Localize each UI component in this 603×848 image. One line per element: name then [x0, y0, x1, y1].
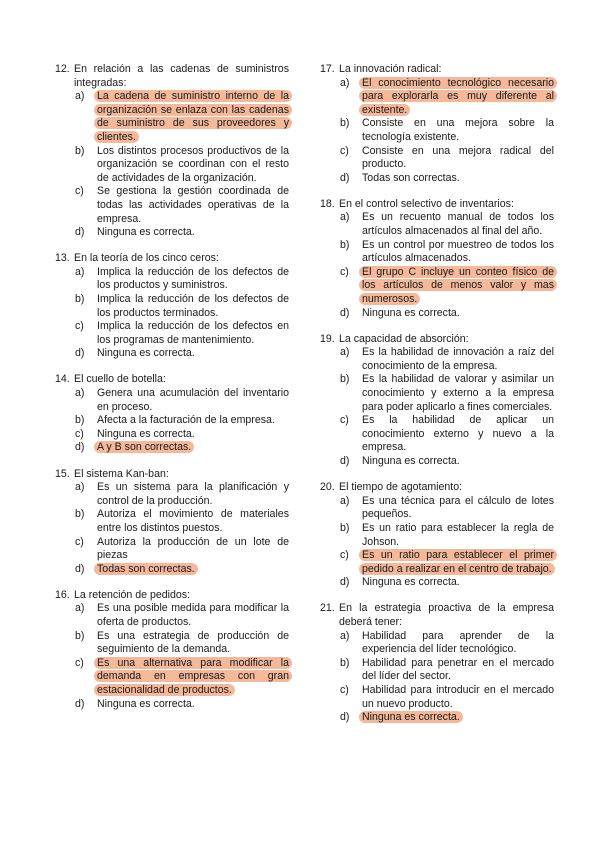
option-text-wrap [362, 145, 554, 172]
question-number: 15. [55, 467, 70, 480]
question-text: En el control selectivo de inventarios: [339, 197, 514, 210]
answer-option [75, 347, 289, 361]
option-text-wrap [362, 211, 554, 238]
answer-option-highlighted [75, 90, 289, 144]
option-text-wrap [362, 630, 554, 657]
option-text-wrap [362, 657, 554, 684]
question-block [320, 63, 554, 185]
option-label: b) [75, 293, 85, 305]
option-label: b) [75, 508, 85, 521]
question-text: En relación a las cadenas de suministros integradas: [74, 63, 289, 89]
option-text-wrap [97, 630, 289, 657]
highlighted-answer: La cadena de suministro interno de la organización se enlaza con las cadenas de suministro de sus proveedores y clientes. [94, 90, 292, 143]
question-block [55, 589, 289, 711]
option-text: Genera una acumulación del inventario en proceso. [97, 387, 289, 413]
option-text-wrap [97, 508, 289, 535]
answer-option [340, 495, 554, 522]
option-label: d) [75, 697, 85, 710]
option-text: Se gestiona la gestión coordinada de todas las actividades operativas de la empresa. [97, 185, 289, 225]
option-text-wrap [362, 495, 554, 522]
answer-option [75, 387, 289, 414]
answer-option [340, 117, 554, 144]
option-text: Autoriza la producción de un lote de piezas [97, 535, 289, 562]
option-text-wrap [97, 266, 289, 293]
option-text: Es la habilidad de aplicar un conocimiento externo y nuevo a la empresa. [362, 414, 554, 454]
answer-option [340, 684, 554, 711]
option-label: c) [340, 683, 349, 696]
option-text: Implica la reducción de los defectos en los programas de mantenimiento. [97, 320, 289, 346]
option-text-wrap [97, 428, 289, 442]
option-text: Ninguna es correcta. [97, 347, 195, 360]
option-label: d) [340, 306, 350, 319]
option-text: Ninguna es correcta. [97, 226, 195, 239]
question-stem [55, 468, 289, 482]
highlighted-answer: A y B son correctas. [94, 441, 194, 453]
question-block [55, 252, 289, 361]
option-text-wrap [362, 307, 554, 321]
question-block [55, 63, 289, 240]
option-label: a) [340, 629, 350, 642]
question-text: El cuello de botella: [74, 373, 166, 386]
option-text: Es una posible medida para modificar la oferta de productos. [97, 602, 289, 628]
option-text-wrap [362, 549, 554, 576]
option-text-wrap [97, 293, 289, 320]
option-text: Habilidad para introducir en el mercado un nuevo producto. [362, 683, 554, 710]
option-text-wrap [362, 117, 554, 144]
option-text-wrap [97, 320, 289, 347]
answer-option [75, 508, 289, 535]
option-label: d) [75, 347, 85, 360]
option-text-wrap [97, 145, 289, 186]
option-label: d) [340, 576, 350, 589]
option-text: Es un ratio para establecer la regla de Johson. [362, 521, 554, 548]
answer-option [340, 522, 554, 549]
answer-option [75, 630, 289, 657]
answer-option [340, 373, 554, 414]
option-label: c) [75, 320, 84, 333]
option-text-wrap [97, 387, 289, 414]
question-text: El tiempo de agotamiento: [339, 481, 463, 494]
answer-option [75, 226, 289, 240]
option-label: d) [340, 455, 350, 468]
option-text-wrap [97, 698, 289, 712]
answer-option [75, 602, 289, 629]
option-text: Implica la reducción de los defectos de los productos terminados. [97, 293, 289, 319]
option-text: Es un recuento manual de todos los artículos almacenados al final del año. [362, 211, 554, 238]
option-text-wrap [362, 684, 554, 711]
option-text: Ninguna es correcta. [97, 427, 195, 440]
option-text: Es la habilidad de innovación a raíz del conocimiento de la empresa. [362, 346, 554, 372]
question-text: El sistema Kan-ban: [74, 467, 169, 480]
question-stem [320, 63, 554, 77]
option-text: Afecta a la facturación de la empresa. [97, 414, 275, 427]
answer-option-highlighted [340, 711, 554, 725]
question-text: En la estrategia proactiva de la empresa deberá tener: [339, 602, 554, 628]
option-label: a) [340, 76, 350, 89]
answer-option [75, 428, 289, 442]
option-text: Habilidad para aprender de la experiencia del líder tecnológico. [362, 629, 554, 656]
option-text-wrap [97, 414, 289, 428]
option-text-wrap [97, 90, 289, 144]
option-label: c) [75, 535, 84, 548]
answer-option [75, 145, 289, 186]
option-label: d) [75, 441, 85, 454]
option-label: a) [340, 494, 350, 507]
question-stem [55, 63, 289, 90]
option-text: Implica la reducción de los defectos de los productos y suministros. [97, 265, 289, 292]
option-label: b) [340, 238, 350, 251]
question-number: 13. [55, 252, 70, 265]
option-label: b) [340, 373, 350, 386]
option-text-wrap [362, 266, 554, 307]
option-text-wrap [362, 239, 554, 266]
question-number: 19. [320, 332, 335, 345]
option-label: a) [75, 602, 85, 615]
question-block [320, 333, 554, 469]
answer-option [75, 293, 289, 320]
option-text: Ninguna es correcta. [362, 306, 460, 319]
answer-option [75, 481, 289, 508]
question-number: 16. [55, 588, 70, 601]
option-text-wrap [97, 347, 289, 361]
question-stem [55, 373, 289, 387]
option-text: Consiste en una mejora sobre la tecnología existente. [362, 117, 554, 143]
answer-option [340, 211, 554, 238]
answer-option [340, 307, 554, 321]
option-text-wrap [97, 536, 289, 563]
answer-option [75, 414, 289, 428]
highlighted-answer: Ninguna es correcta. [359, 711, 463, 723]
option-label: d) [75, 562, 85, 575]
option-text: Es una técnica para el cálculo de lotes pequeños. [362, 494, 554, 521]
highlighted-answer: El conocimiento tecnológico necesario para explorarla es muy diferente al existente. [359, 77, 557, 116]
option-label: c) [340, 414, 349, 427]
answer-option [340, 657, 554, 684]
answer-option [340, 414, 554, 455]
option-text-wrap [97, 563, 289, 577]
option-text: Es una estrategia de producción de seguimiento de la demanda. [97, 629, 289, 656]
answer-option-highlighted [75, 563, 289, 577]
option-label: c) [340, 549, 349, 562]
option-text: Es la habilidad de valorar y asimilar un conocimiento y externo a la empresa para poder aplicarlo a fines comerciales. [362, 373, 554, 413]
option-text: Ninguna es correcta. [97, 697, 195, 710]
option-text-wrap [362, 576, 554, 590]
option-text-wrap [362, 711, 554, 725]
option-text-wrap [97, 226, 289, 240]
option-label: d) [340, 171, 350, 184]
question-number: 20. [320, 481, 335, 494]
option-label: a) [340, 346, 350, 359]
question-stem [320, 198, 554, 212]
question-block [55, 468, 289, 577]
answer-option [340, 455, 554, 469]
option-text: Es un control por muestreo de todos los artículos almacenados. [362, 238, 554, 265]
option-text: Consiste en una mejora radical del producto. [362, 144, 554, 171]
question-stem [55, 252, 289, 266]
question-block [320, 198, 554, 320]
question-stem [320, 333, 554, 347]
question-text: En la teoría de los cinco ceros: [74, 252, 219, 265]
option-text: Ninguna es correcta. [362, 455, 460, 468]
option-text-wrap [97, 602, 289, 629]
option-text-wrap [362, 414, 554, 455]
option-label: a) [75, 90, 85, 103]
option-text-wrap [362, 346, 554, 373]
question-block [320, 602, 554, 724]
question-stem [55, 589, 289, 603]
question-stem [320, 481, 554, 495]
highlighted-answer: Es un ratio para establecer el primer pedido a realizar en el centro de trabajo. [359, 549, 557, 575]
question-block [55, 373, 289, 455]
answer-option [75, 266, 289, 293]
answer-option [75, 698, 289, 712]
option-label: c) [75, 185, 84, 198]
answer-option-highlighted [340, 549, 554, 576]
option-text: Autoriza el movimiento de materiales entre los distintos puestos. [97, 508, 289, 534]
highlighted-answer: El grupo C incluye un conteo físico de los artículos de menos valor y mas numerosos. [359, 266, 557, 305]
highlighted-answer: Es una alternativa para modificar la demanda en empresas con gran estacionalidad de productos. [94, 657, 292, 696]
answer-option-highlighted [340, 77, 554, 118]
option-text-wrap [362, 522, 554, 549]
answer-option [340, 576, 554, 590]
question-number: 21. [320, 602, 335, 615]
option-text: Los distintos procesos productivos de la organización se coordinan con el resto de actividades de la organización. [97, 144, 289, 184]
left-column [55, 63, 289, 724]
answer-option-highlighted [340, 266, 554, 307]
option-label: a) [75, 387, 85, 400]
option-label: b) [340, 656, 350, 669]
option-label: b) [75, 144, 85, 157]
question-stem [320, 602, 554, 629]
option-label: b) [340, 117, 350, 130]
question-text: La capacidad de absorción: [339, 332, 469, 345]
option-label: b) [340, 521, 350, 534]
answer-option [340, 145, 554, 172]
answer-option [340, 172, 554, 186]
question-number: 12. [55, 63, 70, 75]
answer-option [340, 630, 554, 657]
question-number: 18. [320, 197, 335, 210]
option-label: a) [75, 481, 85, 494]
answer-option [75, 185, 289, 226]
option-label: d) [340, 711, 350, 724]
option-label: a) [340, 211, 350, 224]
right-column [320, 63, 554, 737]
highlighted-answer: Todas son correctas. [94, 563, 198, 575]
option-text: Ninguna es correcta. [362, 576, 460, 589]
answer-option [340, 346, 554, 373]
answer-option [340, 239, 554, 266]
answer-option [75, 320, 289, 347]
option-text: Todas son correctas. [362, 171, 460, 184]
question-text: La innovación radical: [339, 63, 442, 75]
option-text: Es un sistema para la planificación y control de la producción. [97, 481, 289, 507]
option-label: b) [75, 414, 85, 427]
question-number: 14. [55, 373, 70, 386]
option-label: b) [75, 629, 85, 642]
question-number: 17. [320, 63, 335, 75]
answer-option [75, 536, 289, 563]
option-text-wrap [97, 441, 289, 455]
option-label: c) [340, 265, 349, 278]
option-text-wrap [362, 77, 554, 118]
option-text: Habilidad para penetrar en el mercado del líder del sector. [362, 656, 554, 683]
option-label: a) [75, 265, 85, 278]
question-text: La retención de pedidos: [74, 588, 191, 601]
option-text-wrap [362, 373, 554, 414]
option-label: c) [75, 427, 84, 440]
option-text-wrap [362, 172, 554, 186]
option-text-wrap [362, 455, 554, 469]
option-text-wrap [97, 481, 289, 508]
question-block [320, 481, 554, 590]
answer-option-highlighted [75, 657, 289, 698]
option-label: c) [340, 144, 349, 157]
option-label: c) [75, 656, 84, 669]
option-label: d) [75, 226, 85, 239]
option-text-wrap [97, 185, 289, 226]
answer-option-highlighted [75, 441, 289, 455]
option-text-wrap [97, 657, 289, 698]
